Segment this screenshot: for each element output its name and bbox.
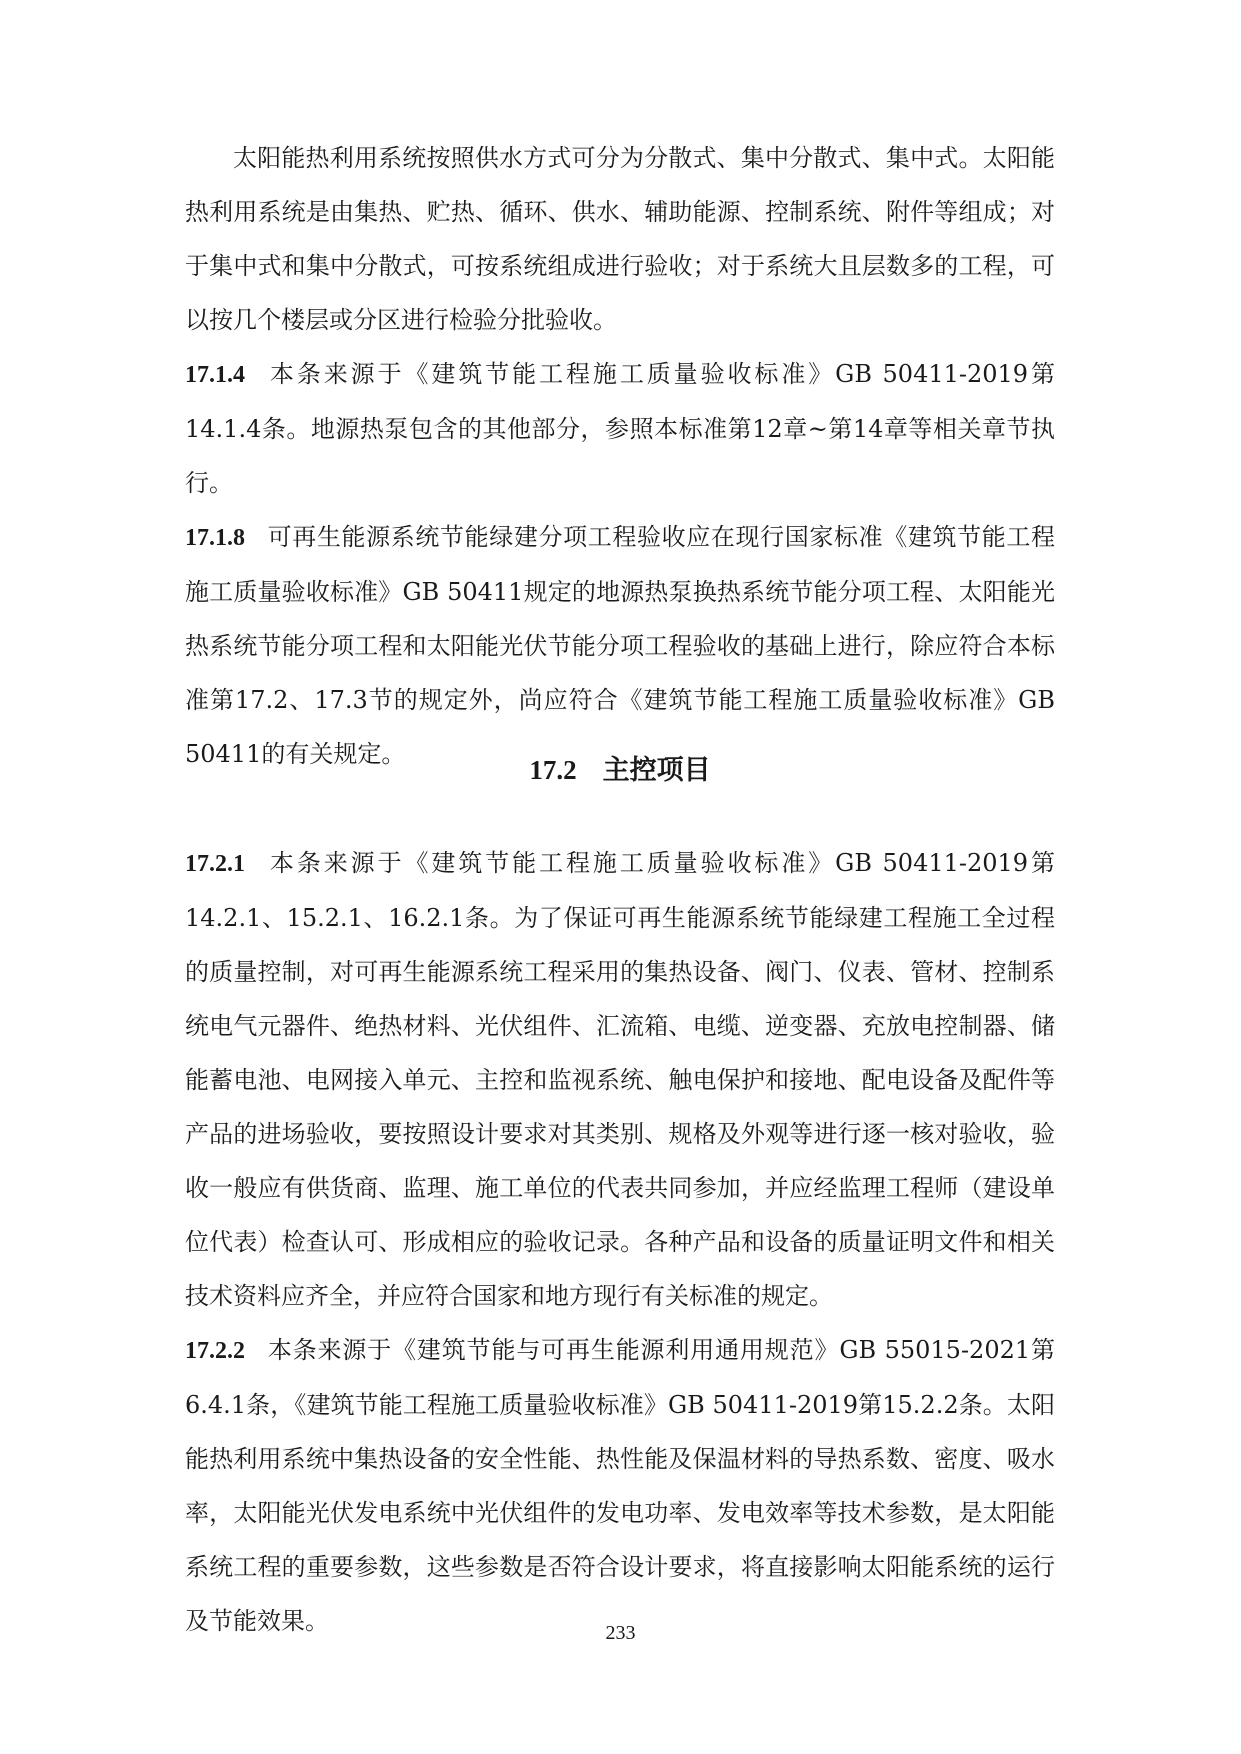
paragraph-text: 太阳能热利用系统按照供水方式可分为分散式、集中分散式、集中式。太阳能热利用系统是由集热、贮热、循环、供水、辅助能源、控制系统、附件等组成；对于集中式和集中分散式，可按系统组成进行验收；对于系统大且层数多的工程，可以按几个楼层或分区进行检验分批验收。: [185, 144, 1055, 334]
clause-17-1-4: [185, 347, 1055, 510]
clause-number: 17.1.8: [185, 525, 245, 551]
section-number: 17.2: [529, 755, 577, 785]
clause-text: 本条来源于《建筑节能与可再生能源利用通用规范》GB 55015-2021第6.4.1条，《建筑节能工程施工质量验收标准》GB 50411-2019第15.2.2条。太阳能热利用系统中集热设备的安全性能、热性能及保温材料的导热系数、密度、吸水率，太阳能光伏发电系统中光伏组件的发电功率、发电效率等技术参数，是太阳能系统工程的重要参数，这些参数是否符合设计要求，将直接影响太阳能系统的运行及节能效果。: [185, 1336, 1055, 1635]
page-number: 233: [605, 1622, 636, 1644]
clause-text: 本条来源于《建筑节能工程施工质量验收标准》GB 50411-2019第14.2.1、15.2.1、16.2.1条。为了保证可再生能源系统节能绿建工程施工全过程的质量控制，对可再生能源系统工程采用的集热设备、阀门、仪表、管材、控制系统电气元器件、绝热材料、光伏组件、汇流箱、电缆、逆变器、充放电控制器、储能蓄电池、电网接入单元、主控和监视系统、触电保护和接地、配电设备及配件等产品的进场验收，要按照设计要求对其类别、规格及外观等进行逐一核对验收，验收一般应有供货商、监理、施工单位的代表共同参加，并应经监理工程师（建设单位代表）检查认可、形成相应的验收记录。各种产品和设备的质量证明文件和相关技术资料应齐全，并应符合国家和地方现行有关标准的规定。: [185, 849, 1055, 1310]
text-block-top: [185, 131, 1055, 781]
clause-17-2-1: [185, 836, 1055, 1323]
clause-text: 可再生能源系统节能绿建分项工程验收应在现行国家标准《建筑节能工程施工质量验收标准》GB 50411规定的地源热泵换热系统节能分项工程、太阳能光热系统节能分项工程和太阳能光伏节能分项工程验收的基础上进行，除应符合本标准第17.2、17.3节的规定外，尚应符合《建筑节能工程施工质量验收标准》GB 50411的有关规定。: [185, 523, 1055, 768]
clause-number: 17.2.1: [185, 851, 245, 877]
section-heading: [185, 750, 1055, 791]
paragraph-solar-intro: [185, 131, 1055, 347]
text-block-bottom: [185, 836, 1055, 1648]
clause-number: 17.1.4: [185, 362, 245, 388]
clause-number: 17.2.2: [185, 1338, 245, 1364]
clause-text: 本条来源于《建筑节能工程施工质量验收标准》GB 50411-2019第14.1.4条。地源热泵包含的其他部分，参照本标准第12章~第14章等相关章节执行。: [185, 360, 1055, 497]
clause-17-2-2: [185, 1323, 1055, 1648]
clause-17-1-8: [185, 510, 1055, 781]
section-title: 主控项目: [602, 755, 711, 786]
